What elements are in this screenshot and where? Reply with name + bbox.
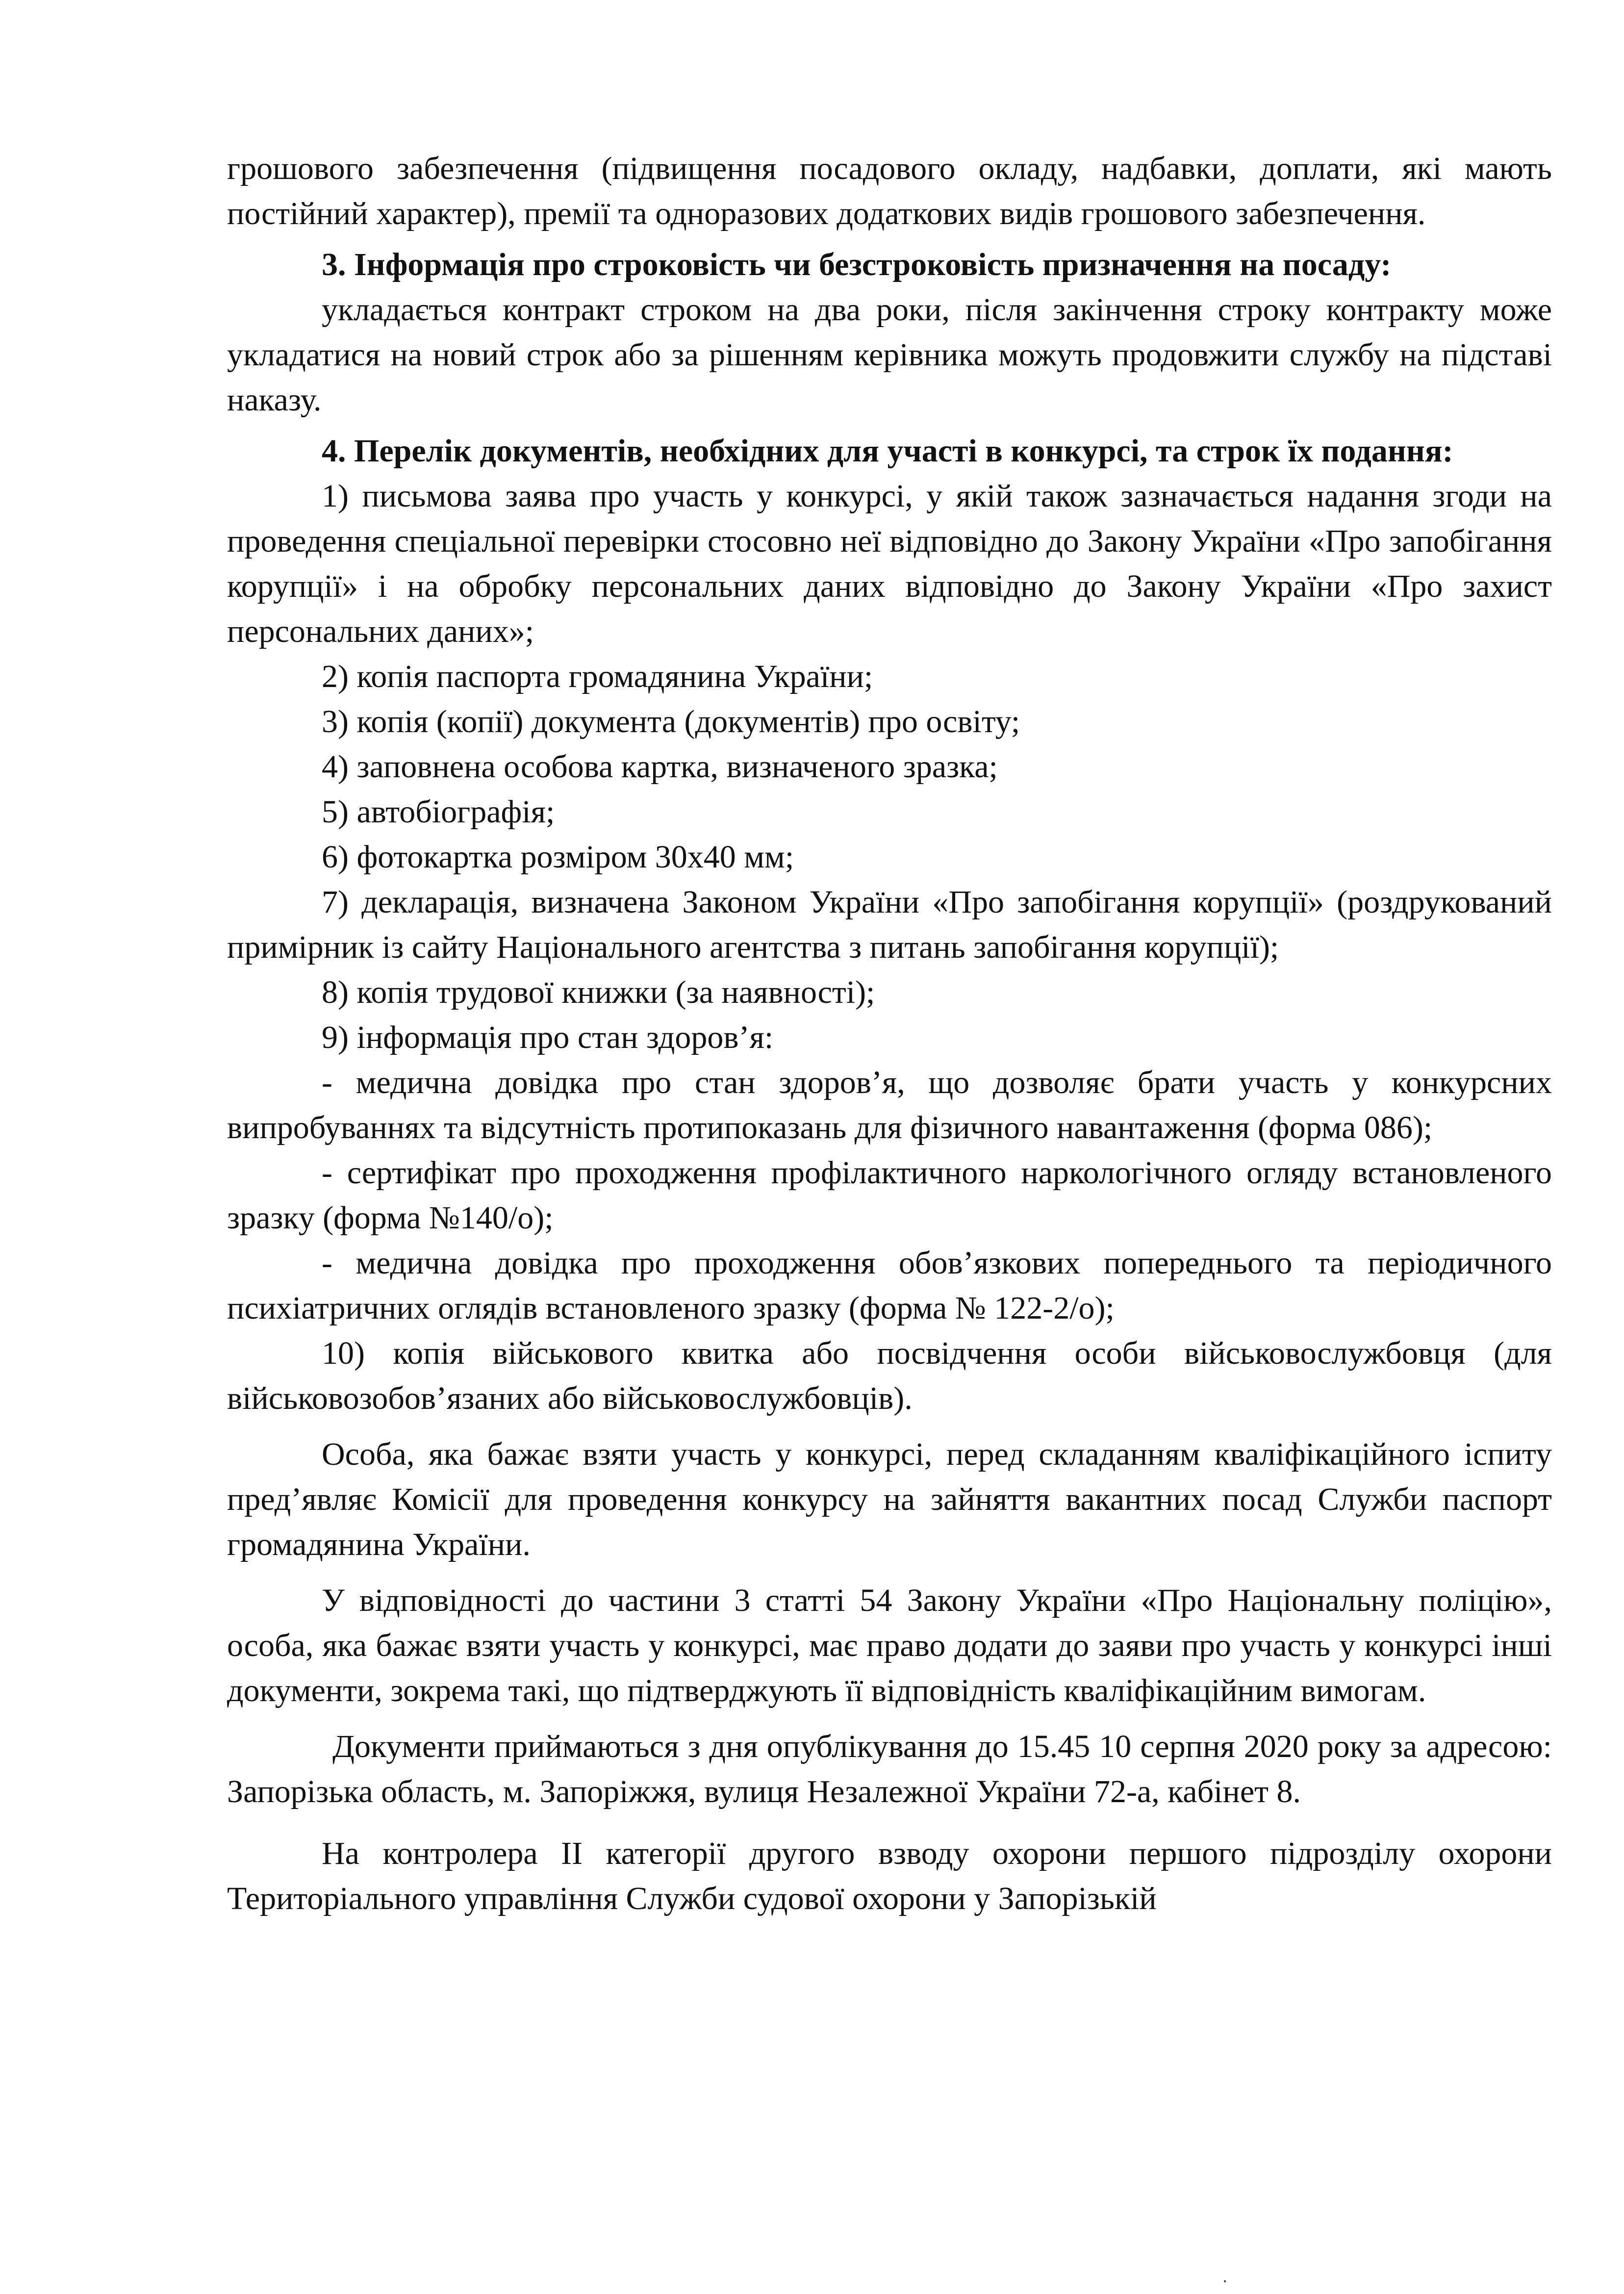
scan-speck (1224, 2280, 1226, 2282)
next-position-paragraph: На контролера ІІ категорії другого взводу охорони першого підрозділу охорони Територіального управління Служби судової охорони у Запорізькій (227, 1835, 1552, 1916)
document-list-item: 10) копія військового квитка або посвідчення особи військовослужбовця (для військовозобов’язаних або військовослужбовців). (227, 1335, 1552, 1416)
document-list-item: 9) інформація про стан здоров’я: (322, 1020, 774, 1055)
document-list-item: 6) фотокартка розміром 30х40 мм; (322, 839, 794, 875)
deadline-paragraph: Документи приймаються з дня опублікування до 15.45 10 серпня 2020 року за адресою: Запорізька область, м. Запоріжжя, вулиця Незалежної України 72-а, кабінет 8. (227, 1729, 1552, 1810)
section-3-text: укладається контракт строком на два роки, після закінчення строку контракту може укладатися на новий строк або за рішенням керівника можуть продовжити службу на підставі наказу. (227, 292, 1552, 418)
document-list-item: 7) декларація, визначена Законом України «Про запобігання корупції» (роздрукований примірник із сайту Національного агентства з питань запобігання корупції); (227, 884, 1552, 965)
document-list-item: 5) автобіографія; (322, 794, 555, 830)
document-list-item: 2) копія паспорта громадянина України; (322, 659, 873, 694)
document-list-item: 4) заповнена особова картка, визначеного зразка; (322, 749, 998, 785)
intro-continuation: грошового забезпечення (підвищення посадового окладу, надбавки, доплати, які мають постійний характер), премії та одноразових додаткових видів грошового забезпечення. (227, 151, 1552, 231)
document-list-item: 8) копія трудової книжки (за наявності); (322, 974, 875, 1010)
passport-paragraph: Особа, яка бажає взяти участь у конкурсі, перед складанням кваліфікаційного іспиту пред’являє Комісії для проведення конкурсу на зайняття вакантних посад Служби паспорт громадянина України. (227, 1436, 1552, 1562)
law-paragraph: У відповідності до частини 3 статті 54 Закону України «Про Національну поліцію», особа, яка бажає взяти участь у конкурсі, має право додати до заяви про участь у конкурсі інші документи, зокрема такі, що підтверджують її відповідність кваліфікаційним вимогам. (227, 1582, 1552, 1708)
document-list-item: 1) письмова заява про участь у конкурсі, у якій також зазначається надання згоди на проведення спеціальної перевірки стосовно неї відповідно до Закону України «Про запобігання корупції» і на обробку персональних даних відповідно до Закону України «Про захист персональних даних»; (227, 478, 1552, 649)
document-body (227, 146, 1552, 1921)
health-sublist-item: - медична довідка про стан здоров’я, що дозволяє брати участь у конкурсних випробуваннях та відсутність протипоказань для фізичного навантаження (форма 086); (227, 1065, 1552, 1146)
health-sublist-item: - сертифікат про проходження профілактичного наркологічного огляду встановленого зразку (форма №140/о); (227, 1155, 1552, 1236)
document-list-item: 3) копія (копії) документа (документів) про освіту; (322, 704, 1020, 739)
section-3-heading: 3. Інформація про строковість чи безстроковість призначення на посаду: (322, 247, 1392, 282)
section-4-heading: 4. Перелік документів, необхідних для участі в конкурсі, та строк їх подання: (322, 433, 1453, 469)
health-sublist-item: - медична довідка про проходження обов’язкових попереднього та періодичного психіатричних оглядів встановленого зразку (форма № 122-2/о); (227, 1245, 1552, 1326)
